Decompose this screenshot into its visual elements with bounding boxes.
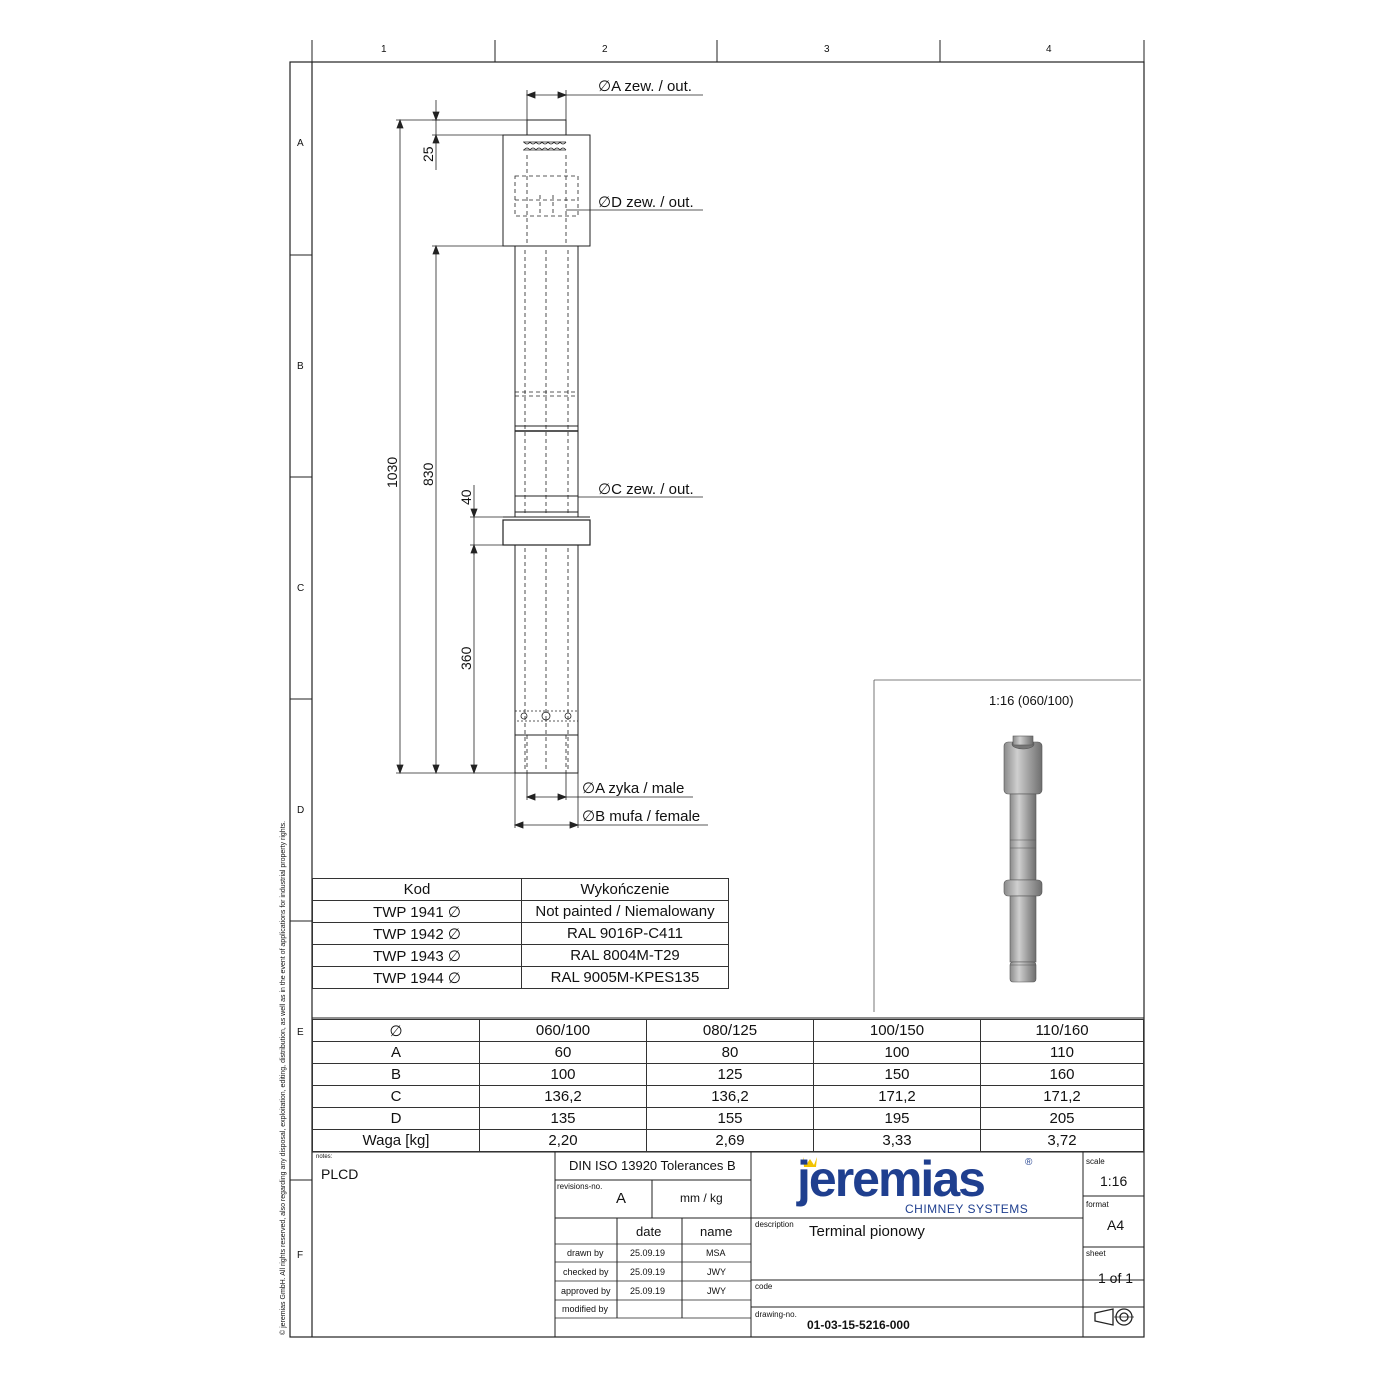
table-cell: 2,69 xyxy=(647,1130,814,1152)
checked-by-label: checked by xyxy=(563,1267,609,1277)
modified-by-label: modified by xyxy=(562,1304,609,1314)
drawing-no-value: 01-03-15-5216-000 xyxy=(807,1318,910,1332)
dimension-1030: 1030 xyxy=(384,456,400,488)
table-cell: 171,2 xyxy=(814,1086,981,1108)
drawn-by-name: MSA xyxy=(706,1248,726,1258)
notes-label: notes: xyxy=(316,1154,333,1160)
diameter-icon: ∅ xyxy=(598,78,612,95)
checked-by-name: JWY xyxy=(707,1267,726,1277)
dimension-25: 25 xyxy=(420,146,436,162)
table-cell: Not painted / Niemalowany xyxy=(522,901,729,923)
row-label-b: B xyxy=(297,361,304,372)
codes-table xyxy=(312,878,729,989)
revisions-value: A xyxy=(616,1190,627,1207)
table-cell: 136,2 xyxy=(480,1086,647,1108)
label-a-out: ∅A zew. / out. xyxy=(598,78,692,95)
scale-label: scale xyxy=(1086,1157,1105,1166)
column-label-2: 2 xyxy=(602,44,608,55)
pipe-3d-preview xyxy=(1004,736,1042,982)
label-c-out: ∅C zew. / out. xyxy=(598,481,694,498)
table-cell: RAL 9016P-C411 xyxy=(522,923,729,945)
column-label-4: 4 xyxy=(1046,44,1052,55)
dimensions-header: 100/150 xyxy=(814,1020,981,1042)
logo-subtitle: CHIMNEY SYSTEMS xyxy=(905,1202,1029,1216)
row-label-e: E xyxy=(297,1027,304,1038)
description-label: description xyxy=(755,1220,794,1229)
projection-symbol-icon xyxy=(1095,1309,1134,1325)
dimension-360: 360 xyxy=(458,646,474,670)
table-cell: 155 xyxy=(647,1108,814,1130)
table-cell: C xyxy=(313,1086,480,1108)
drawn-by-date: 25.09.19 xyxy=(630,1248,666,1258)
table-cell: TWP 1943 ∅ xyxy=(313,945,522,967)
column-label-1: 1 xyxy=(381,44,387,55)
approved-by-name: JWY xyxy=(707,1286,726,1296)
dimensions-header: 110/160 xyxy=(981,1020,1144,1042)
tolerances: DIN ISO 13920 Tolerances B xyxy=(569,1158,736,1173)
label-d-out: ∅D zew. / out. xyxy=(598,194,694,211)
table-cell: Waga [kg] xyxy=(313,1130,480,1152)
column-label-3: 3 xyxy=(824,44,830,55)
table-cell: 110 xyxy=(981,1042,1144,1064)
table-cell: 100 xyxy=(814,1042,981,1064)
jeremias-logo: jeremias xyxy=(797,1151,984,1207)
table-cell: 125 xyxy=(647,1064,814,1086)
table-cell: 160 xyxy=(981,1064,1144,1086)
dimensions-header: 060/100 xyxy=(480,1020,647,1042)
dimension-40: 40 xyxy=(458,489,474,505)
date-header: date xyxy=(636,1224,662,1239)
diameter-icon: ∅ xyxy=(598,481,612,498)
table-cell: TWP 1944 ∅ xyxy=(313,967,522,989)
format-label: format xyxy=(1086,1200,1109,1209)
format-value: A4 xyxy=(1107,1217,1125,1233)
diameter-icon: ∅ xyxy=(598,194,612,211)
sheet-value: 1 of 1 xyxy=(1098,1270,1134,1286)
row-label-a: A xyxy=(297,138,304,149)
table-cell: 150 xyxy=(814,1064,981,1086)
diameter-icon: ∅ xyxy=(582,780,596,797)
table-cell: 60 xyxy=(480,1042,647,1064)
dimensions-header: ∅ xyxy=(313,1020,480,1042)
scale-value: 1:16 xyxy=(1100,1173,1128,1189)
table-cell: B xyxy=(313,1064,480,1086)
sheet-label: sheet xyxy=(1086,1249,1106,1258)
revisions-label: revisions-no. xyxy=(557,1182,603,1191)
table-cell: TWP 1942 ∅ xyxy=(313,923,522,945)
preview-caption: 1:16 (060/100) xyxy=(989,693,1074,708)
approved-by-date: 25.09.19 xyxy=(630,1286,666,1296)
table-cell: A xyxy=(313,1042,480,1064)
name-header: name xyxy=(700,1224,733,1239)
table-cell: 100 xyxy=(480,1064,647,1086)
table-cell: RAL 8004M-T29 xyxy=(522,945,729,967)
checked-by-date: 25.09.19 xyxy=(630,1267,666,1277)
table-cell: TWP 1941 ∅ xyxy=(313,901,522,923)
notes-value: PLCD xyxy=(321,1166,359,1182)
diameter-icon: ∅ xyxy=(582,808,596,825)
table-cell: 2,20 xyxy=(480,1130,647,1152)
table-cell: 3,33 xyxy=(814,1130,981,1152)
codes-header-finish: Wykończenie xyxy=(522,879,729,901)
row-label-c: C xyxy=(297,583,305,594)
row-label-f: F xyxy=(297,1250,304,1261)
label-a-male: ∅A zyka / male xyxy=(582,780,685,797)
dimension-830: 830 xyxy=(420,462,436,486)
dimensions-header: 080/125 xyxy=(647,1020,814,1042)
table-cell: 135 xyxy=(480,1108,647,1130)
codes-header-kod: Kod xyxy=(313,879,522,901)
table-cell: D xyxy=(313,1108,480,1130)
drawn-by-label: drawn by xyxy=(567,1248,604,1258)
table-cell: 3,72 xyxy=(981,1130,1144,1152)
table-cell: 205 xyxy=(981,1108,1144,1130)
table-cell: 195 xyxy=(814,1108,981,1130)
dimensions-table xyxy=(312,1019,1144,1152)
approved-by-label: approved by xyxy=(561,1286,611,1296)
label-b-female: ∅B mufa / female xyxy=(582,808,701,825)
drawing-no-label: drawing-no. xyxy=(755,1310,797,1319)
table-cell: RAL 9005M-KPES135 xyxy=(522,967,729,989)
table-cell: 171,2 xyxy=(981,1086,1144,1108)
code-label: code xyxy=(755,1282,773,1291)
table-cell: 80 xyxy=(647,1042,814,1064)
copyright-notice: © jeremias GmbH. All rights reserved, also regarding any disposal, exploitation, editing, distribution, as well as in the event of applications for industrial property rights. xyxy=(280,820,287,1335)
logo-registered-mark: ® xyxy=(1025,1157,1033,1168)
table-cell: 136,2 xyxy=(647,1086,814,1108)
units: mm / kg xyxy=(680,1191,723,1205)
description-value: Terminal pionowy xyxy=(809,1223,925,1240)
row-label-d: D xyxy=(297,805,305,816)
